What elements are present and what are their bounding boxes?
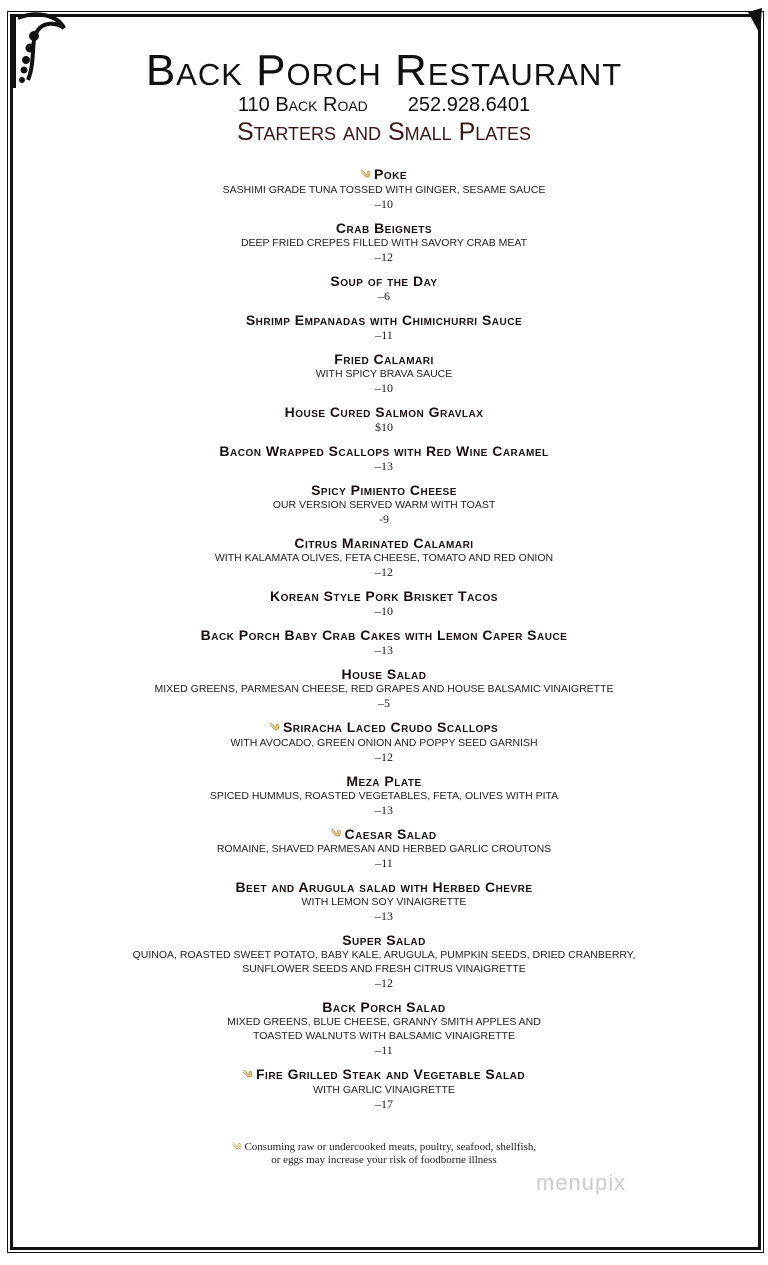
item-description: DEEP FRIED CREPES FILLED WITH SAVORY CRAB MEAT [240,236,528,249]
menu-item [60,483,708,527]
item-price: –12 [375,564,393,579]
item-name-text: Sriracha Laced Crudo Scallops [282,718,499,735]
item-name [60,1067,708,1083]
item-name-text: Citrus Marinated Calamari [294,534,474,551]
item-name [60,589,708,604]
item-name-text: Korean Style Pork Brisket Tacos [270,587,498,604]
menu-item [60,1067,708,1112]
flourish-icon: ༄ [269,722,280,734]
item-description: MIXED GREENS, PARMESAN CHEESE, RED GRAPES AND HOUSE BALSAMIC VINAIGRETTE [154,682,614,695]
item-price: –11 [375,327,393,342]
item-name [60,274,708,289]
item-name [60,933,708,948]
item-price: -9 [379,511,389,526]
phone: 252.928.6401 [407,94,531,116]
item-description: OUR VERSION SERVED WARM WITH TOAST [272,498,496,511]
item-name [60,667,708,682]
item-name-text: Caesar Salad [344,825,437,842]
item-name [60,536,708,551]
item-name [60,405,708,420]
menu-item [60,167,708,212]
menu-item [60,827,708,872]
item-price: –12 [375,976,393,991]
item-description: SPICED HUMMUS, ROASTED VEGETABLES, FETA, OLIVES WITH PITA [209,789,559,802]
item-price: –10 [375,380,393,395]
item-name-text: Super Salad [342,932,426,949]
item-name-text: Shrimp Empanadas with Chimichurri Sauce [245,311,523,328]
item-name [60,720,708,736]
item-name-text: House Salad [341,665,427,682]
section-title: Starters and Small Plates [237,118,531,146]
advisory-line: Consuming raw or undercooked meats, poultry, seafood, shellfish, [244,1141,537,1154]
item-price: –17 [375,1097,393,1112]
item-description: WITH AVOCADO, GREEN ONION AND POPPY SEED GARNISH [230,736,538,749]
item-name [60,1000,708,1015]
item-description: WITH SPICY BRAVA SAUCE [315,367,453,380]
item-price: –13 [375,909,393,924]
item-name [60,352,708,367]
item-price: –12 [375,249,393,264]
address: 110 Back Road [237,94,368,116]
item-name-text: Bacon Wrapped Scallops with Red Wine Caramel [219,442,549,459]
item-name [60,313,708,328]
restaurant-name: Back Porch Restaurant [145,46,623,95]
item-price: –11 [375,1043,393,1058]
flourish-icon: ༄ [231,1142,242,1153]
menu-item [60,221,708,265]
advisory-line: or eggs may increase your risk of foodborne illness [271,1154,497,1167]
item-price: $10 [375,419,393,434]
item-price: –13 [375,458,393,473]
item-price: –5 [378,695,390,710]
menu-item [60,720,708,765]
item-description: WITH KALAMATA OLIVES, FETA CHEESE, TOMATO AND RED ONION [214,551,554,564]
item-description: QUINOA, ROASTED SWEET POTATO, BABY KALE, ARUGULA, PUMPKIN SEEDS, DRIED CRANBERRY, [132,949,636,962]
item-description: TOASTED WALNUTS WITH BALSAMIC VINAIGRETTE [253,1030,515,1043]
item-name-text: Back Porch Baby Crab Cakes with Lemon Caper Sauce [200,626,568,643]
menu-item [60,444,708,474]
item-name-text: Fried Calamari [334,350,434,367]
item-name [60,774,708,789]
menu-item [60,667,708,711]
item-name-text: Poke [374,166,408,182]
menu-item [60,405,708,435]
item-price: –11 [375,856,393,871]
contact-line [0,93,768,117]
item-name-text: House Cured Salmon Gravlax [284,403,484,420]
menu-item [60,352,708,396]
item-name [60,483,708,498]
corner-ornament-icon [748,8,762,34]
item-price: –12 [375,749,393,764]
flourish-icon: ༄ [360,169,372,181]
item-name [60,167,708,183]
menu-item [60,313,708,343]
item-description: ROMAINE, SHAVED PARMESAN AND HERBED GARLIC CROUTONS [216,843,552,856]
item-name-text: Spicy Pimiento Cheese [311,481,457,498]
item-description: WITH GARLIC VINAIGRETTE [313,1084,455,1097]
menu-items [60,167,708,1121]
item-description: MIXED GREENS, BLUE CHEESE, GRANNY SMITH APPLES AND [227,1016,541,1029]
item-name-text: Fire Grilled Steak and Vegetable Salad [256,1066,526,1083]
menu-item [60,1000,708,1058]
item-price: –10 [375,196,393,211]
item-name [60,827,708,843]
item-name [60,880,708,895]
item-name [60,444,708,459]
item-name-text: Back Porch Salad [322,999,446,1016]
menu-item [60,933,708,991]
flourish-icon: ༄ [242,1070,253,1082]
item-price: –13 [375,802,393,817]
item-name-text: Meza Plate [346,772,422,789]
item-price: –6 [378,288,390,303]
watermark: menupix [536,1170,627,1195]
item-name-text: Beet and Arugula salad with Herbed Chevre [235,879,533,896]
menu-item [60,589,708,619]
item-description: SASHIMI GRADE TUNA TOSSED WITH GINGER, SESAME SAUCE [222,183,546,196]
item-name [60,628,708,643]
menu-item [60,628,708,658]
item-name [60,221,708,236]
item-name-text: Soup of the Day [330,272,438,289]
consumer-advisory [0,1141,768,1167]
menu-item [60,274,708,304]
menu-item [60,774,708,818]
menu-item [60,536,708,580]
item-description: SUNFLOWER SEEDS AND FRESH CITRUS VINAIGRETTE [242,963,526,976]
item-name-text: Crab Beignets [335,219,433,236]
item-price: –13 [375,642,393,657]
item-price: –10 [375,603,393,618]
menu-item [60,880,708,924]
flourish-icon: ༄ [331,829,342,841]
item-description: WITH LEMON SOY VINAIGRETTE [301,896,467,909]
